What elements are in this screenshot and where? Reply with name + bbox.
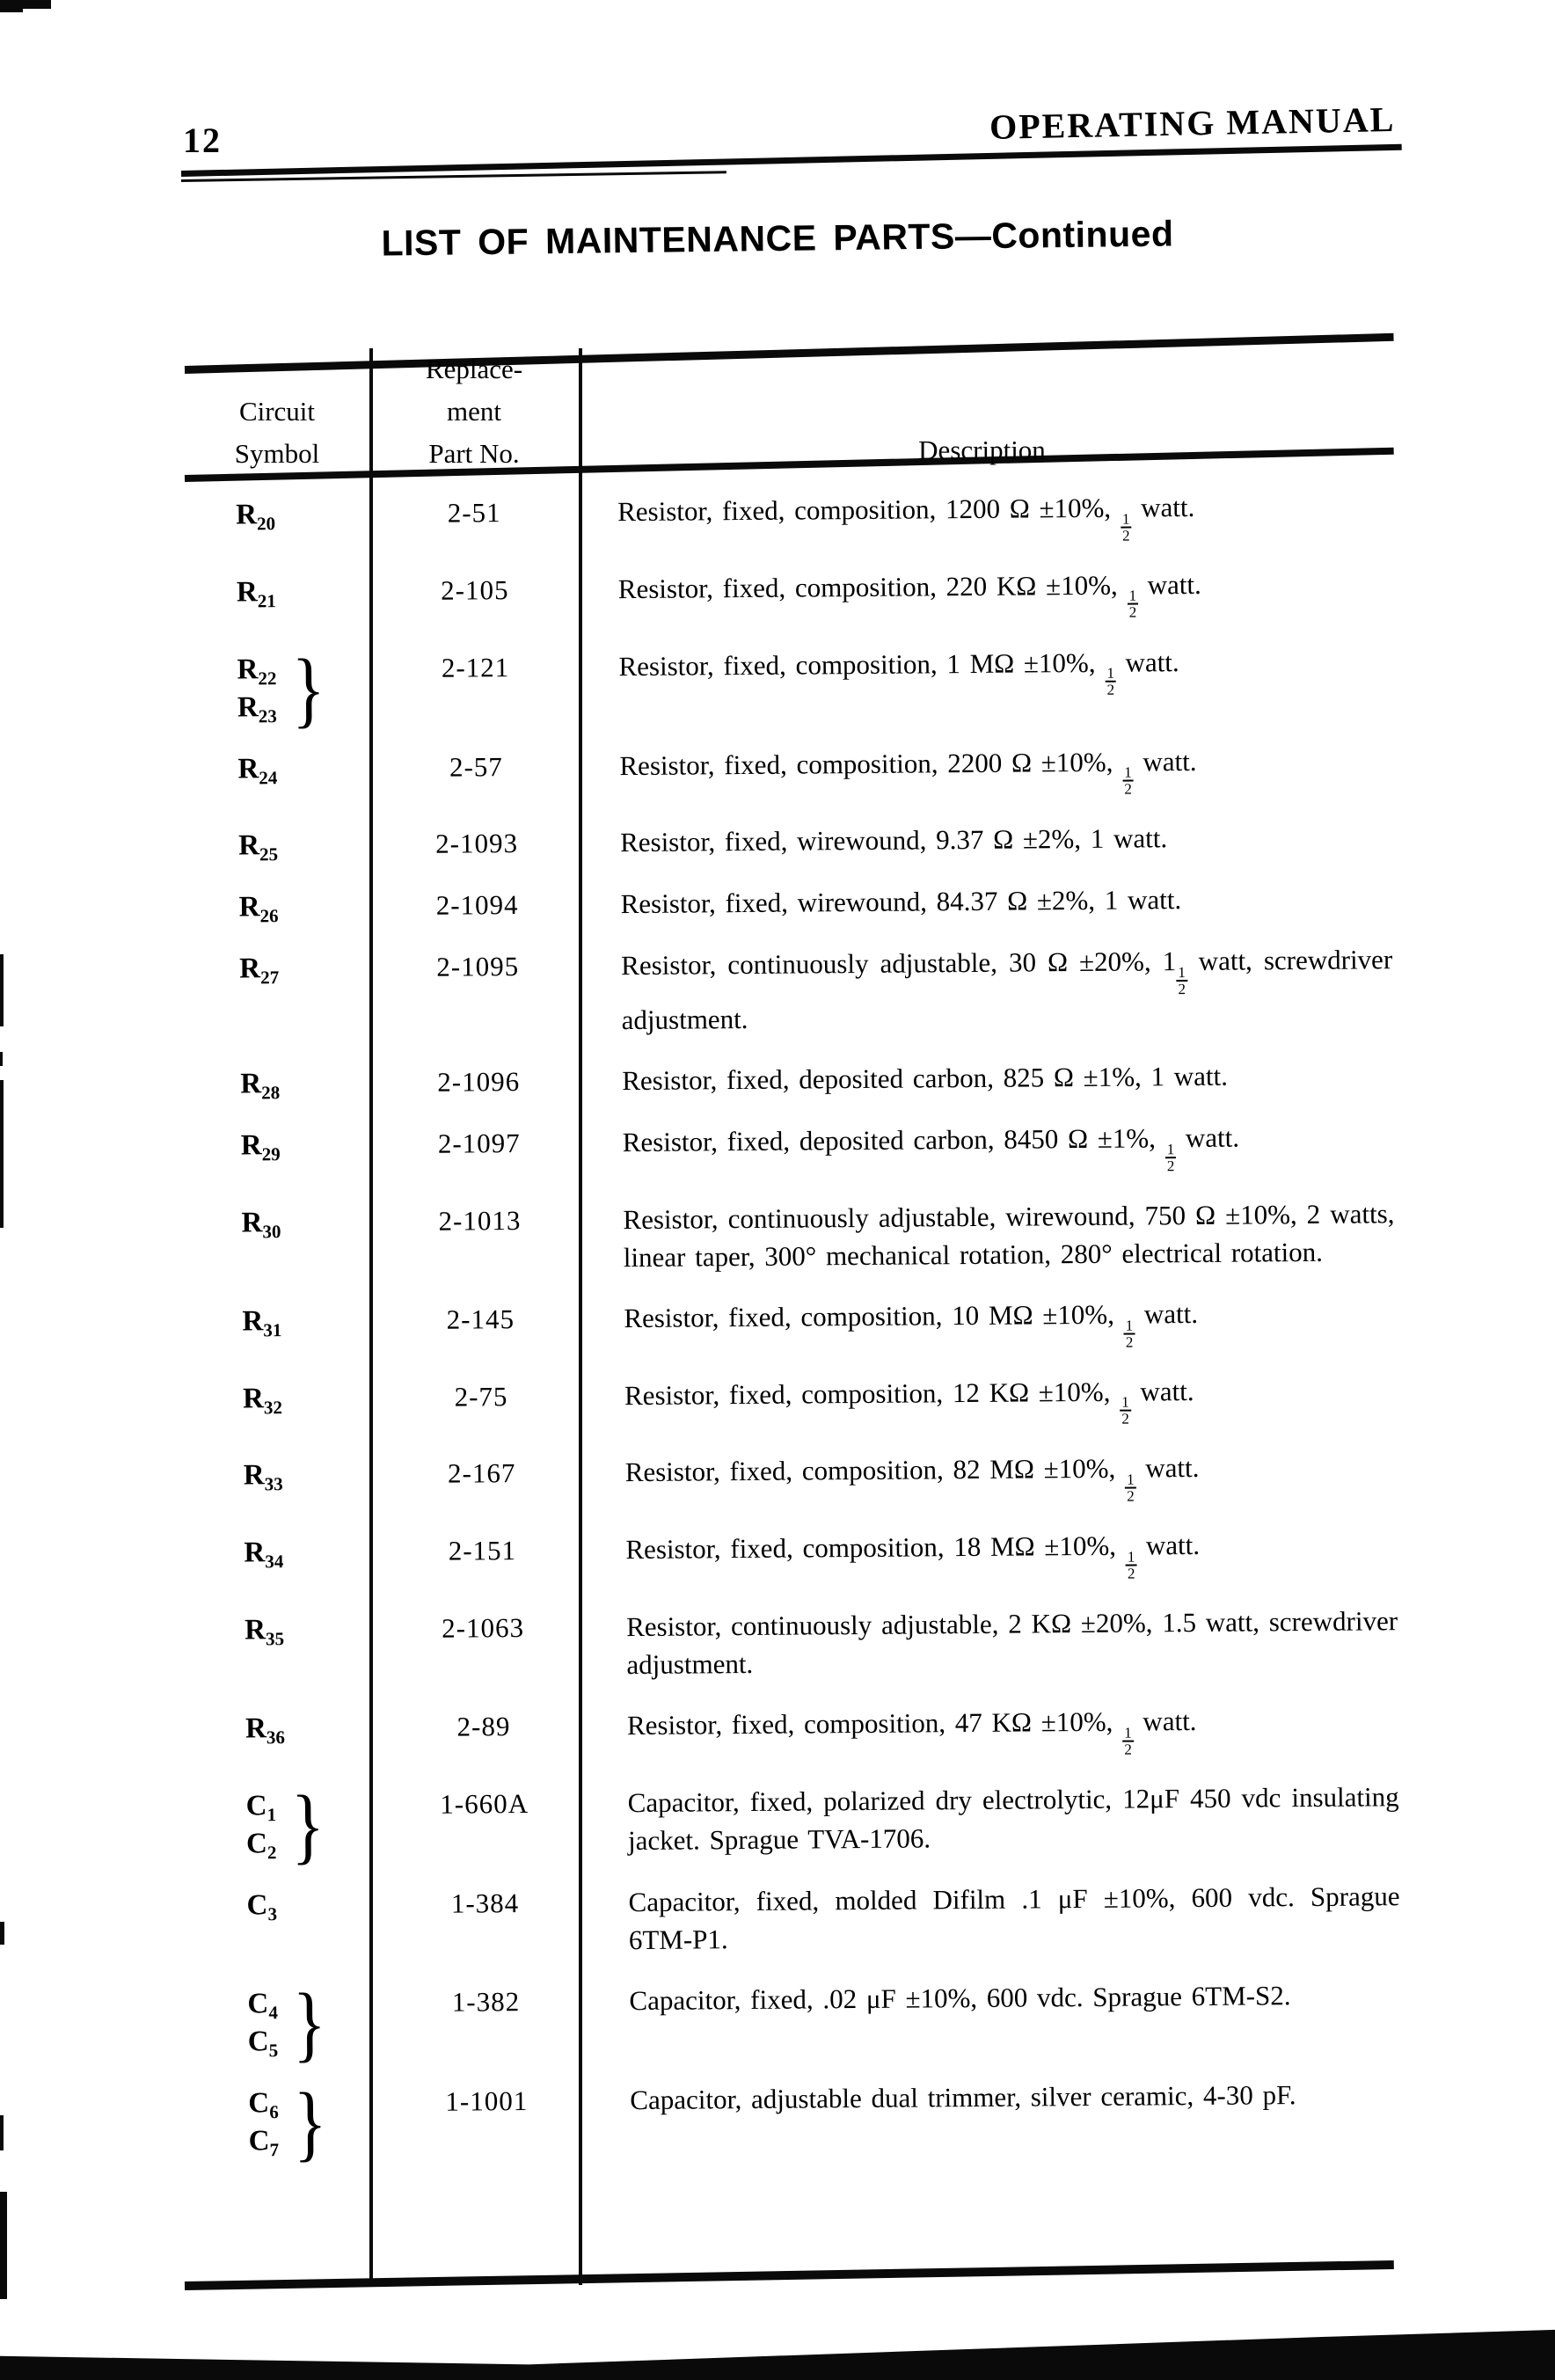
part-number: 2-105 <box>441 573 509 606</box>
circuit-symbol: $R_{20}$ <box>236 499 276 535</box>
table-row <box>192 1370 1401 1435</box>
part-number: 2-1013 <box>438 1204 522 1237</box>
table-row <box>195 1777 1405 1873</box>
column-header-line: Part No. <box>428 438 520 469</box>
part-number: 2-75 <box>454 1380 508 1413</box>
page-number: 12 <box>183 120 222 160</box>
circuit-symbol: $R_{32}$ <box>242 1382 283 1418</box>
circuit-symbol: $R_{36}$ <box>245 1712 286 1748</box>
circuit-symbol-cell <box>191 1301 376 1341</box>
circuit-symbol: $C_4$ <box>247 1987 278 2023</box>
circuit-symbol: $R_{35}$ <box>244 1614 285 1650</box>
circuit-symbol-cell <box>196 1975 382 2070</box>
description: Resistor, fixed, composition, 1200 Ω ±10%, $\frac{1}{2}$ watt. <box>617 491 1195 544</box>
description: Capacitor, fixed, molded Difilm .1 μF ±10%, 600 vdc. Sprague 6TM-P1. <box>628 1880 1400 1955</box>
table-row <box>186 564 1395 628</box>
column-header-line: Replace- <box>425 354 523 384</box>
circuit-symbol-cell <box>186 748 371 789</box>
fraction-one-half: $\frac{1}{2}$ <box>1125 1317 1134 1351</box>
circuit-symbol: $C_2$ <box>245 1827 277 1863</box>
description: Resistor, fixed, composition, 2200 Ω ±10%, $\frac{1}{2}$ watt. <box>619 745 1197 798</box>
table-row <box>193 1524 1402 1588</box>
table-row <box>191 1293 1400 1357</box>
table-row <box>193 1602 1404 1687</box>
description: Resistor, fixed, composition, 18 MΩ ±10%, $\frac{1}{2}$ watt. <box>625 1529 1201 1582</box>
fraction-one-half: $\frac{1}{2}$ <box>1124 1724 1132 1758</box>
column-header-line: Circuit <box>238 396 316 427</box>
fraction-one-half: $\frac{1}{2}$ <box>1106 664 1115 699</box>
part-number: 2-167 <box>447 1457 516 1490</box>
circuit-symbol: $R_{28}$ <box>240 1068 281 1104</box>
scan-artifact <box>0 2192 7 2299</box>
description: Resistor, fixed, deposited carbon, 8450 Ω ±1%, $\frac{1}{2}$ watt. <box>622 1121 1240 1175</box>
table-row <box>188 940 1398 1042</box>
scan-artifact <box>0 8 23 12</box>
table-rows <box>185 486 1407 2183</box>
description: Resistor, continuously adjustable, 30 Ω ±20%, 1 $\frac{1}{2}$ watt, screwdriver adjustment. <box>621 944 1393 1036</box>
circuit-symbol-cell <box>189 1063 374 1104</box>
table-row <box>189 1055 1398 1104</box>
table-row <box>185 486 1394 551</box>
table-row <box>190 1117 1399 1181</box>
circuit-symbol-cell <box>190 1125 375 1165</box>
circuit-symbol: $C_3$ <box>246 1888 278 1924</box>
description: Resistor, continuously adjustable, 2 KΩ ±20%, 1.5 watt, screwdriver adjustment. <box>625 1605 1398 1680</box>
fraction-one-half: $\frac{1}{2}$ <box>1124 763 1132 798</box>
circuit-symbol: $R_{23}$ <box>237 690 277 726</box>
column-header-line: ment <box>447 396 501 427</box>
part-number: 2-89 <box>456 1711 511 1742</box>
table-row <box>190 1194 1400 1280</box>
circuit-symbol: $R_{26}$ <box>238 891 279 927</box>
circuit-symbol: $R_{29}$ <box>240 1129 281 1165</box>
part-number: 2-1063 <box>442 1611 525 1644</box>
circuit-symbol: $R_{30}$ <box>241 1207 281 1243</box>
table-row <box>188 879 1398 927</box>
scan-artifact <box>0 1052 3 1066</box>
part-number: 2-1097 <box>437 1128 521 1159</box>
fraction-one-half: $\frac{1}{2}$ <box>1127 1471 1135 1505</box>
table-row <box>196 1975 1406 2070</box>
column-header-circuit-symbol <box>185 391 369 475</box>
description: Capacitor, fixed, polarized dry electrolytic, 12μF 450 vdc insulating jacket. Sprague TVA-1706. <box>627 1780 1399 1856</box>
circuit-symbol: $R_{33}$ <box>243 1459 283 1495</box>
circuit-symbol-cell <box>188 949 373 989</box>
circuit-symbol: $R_{21}$ <box>236 576 276 612</box>
description: Resistor, fixed, deposited carbon, 825 Ω ±1%, 1 watt. <box>622 1060 1229 1097</box>
description: Resistor, fixed, composition, 47 KΩ ±10%, $\frac{1}{2}$ watt. <box>626 1705 1197 1758</box>
part-number: 2-151 <box>448 1535 517 1566</box>
circuit-symbol-cell <box>190 1202 375 1243</box>
part-number: 2-1093 <box>435 828 519 860</box>
table-row <box>186 640 1396 736</box>
circuit-symbol-cell <box>197 2074 383 2170</box>
circuit-symbol: $R_{24}$ <box>237 752 278 788</box>
part-number: 1-1001 <box>445 2084 529 2117</box>
scan-artifact <box>0 1922 4 1945</box>
table-row <box>187 817 1397 865</box>
description: Capacitor, adjustable dual trimmer, silver ceramic, 4-30 pF. <box>630 2078 1296 2115</box>
circuit-symbol-cell <box>192 1378 376 1419</box>
column-header-replacement-part-no <box>369 348 579 475</box>
description: Resistor, fixed, composition, 220 KΩ ±10%, $\frac{1}{2}$ watt. <box>617 568 1201 622</box>
fraction-one-half: $\frac{1}{2}$ <box>1166 1140 1175 1175</box>
description: Resistor, fixed, composition, 12 KΩ ±10%, $\frac{1}{2}$ watt. <box>624 1375 1194 1427</box>
table-row <box>193 1448 1402 1512</box>
part-number: 1-382 <box>451 1985 521 2018</box>
parts-table <box>185 341 1400 2297</box>
circuit-symbol-cell <box>186 640 371 736</box>
description: Resistor, fixed, composition, 10 MΩ ±10%, $\frac{1}{2}$ watt. <box>624 1297 1199 1351</box>
circuit-symbol-cell <box>193 1610 378 1650</box>
part-number: 1-384 <box>450 1887 520 1919</box>
circuit-symbol-cell <box>194 1708 379 1748</box>
part-number: 2-1094 <box>435 889 519 922</box>
scan-artifact <box>0 2115 4 2150</box>
table-border-top <box>185 333 1394 374</box>
part-number: 1-660A <box>440 1787 529 1820</box>
circuit-symbol: $C_7$ <box>248 2124 280 2160</box>
table-row <box>194 1700 1404 1764</box>
table-row <box>197 2074 1407 2170</box>
circuit-symbol: $R_{25}$ <box>237 829 279 865</box>
description: Resistor, fixed, wirewound, 9.37 Ω ±2%, 1 watt. <box>619 822 1168 858</box>
circuit-symbol-cell <box>195 1885 380 1925</box>
circuit-symbol: $C_5$ <box>247 2025 279 2061</box>
part-number: 2-1096 <box>437 1066 521 1098</box>
part-number: 2-57 <box>449 750 503 783</box>
fraction-one-half: $\frac{1}{2}$ <box>1121 1393 1129 1427</box>
scan-artifact <box>0 1080 4 1228</box>
circuit-symbol-cell <box>193 1532 377 1573</box>
scan-artifact <box>0 2320 1555 2380</box>
table-row <box>186 741 1396 805</box>
header-rule <box>181 144 1402 177</box>
part-number: 2-121 <box>441 651 510 683</box>
description: Resistor, fixed, wirewound, 84.37 Ω ±2%, 1 watt. <box>620 884 1182 920</box>
circuit-symbol: $R_{27}$ <box>239 953 280 989</box>
description: Resistor, continuously adjustable, wirewound, 750 Ω ±10%, 2 watts, linear taper, 300° mechanical rotation, 280° electrical rotation. <box>623 1198 1395 1273</box>
circuit-symbol: $R_{34}$ <box>244 1537 284 1573</box>
column-header-line: Symbol <box>234 438 320 469</box>
fraction-one-half: $\frac{1}{2}$ <box>1178 964 1186 998</box>
part-number: 2-51 <box>447 497 501 529</box>
description: Resistor, fixed, composition, 82 MΩ ±10%, $\frac{1}{2}$ watt. <box>624 1452 1200 1505</box>
circuit-symbol: $R_{22}$ <box>237 653 277 689</box>
circuit-symbol-cell <box>195 1777 381 1873</box>
description: Capacitor, fixed, .02 μF ±10%, 600 vdc. Sprague 6TM-S2. <box>629 1979 1291 2016</box>
section-title: LIST OF MAINTENANCE PARTS—Continued <box>381 213 1174 264</box>
scan-artifact <box>0 954 4 1026</box>
circuit-symbol-cell <box>193 1456 377 1496</box>
column-header-description: Description <box>918 434 1046 465</box>
part-number: 2-1095 <box>436 951 520 983</box>
circuit-symbol: $C_1$ <box>245 1789 277 1825</box>
circuit-symbol-cell <box>186 572 370 612</box>
circuit-symbol-cell <box>188 887 373 928</box>
fraction-one-half: $\frac{1}{2}$ <box>1127 1548 1135 1582</box>
part-number: 2-145 <box>446 1303 515 1335</box>
table-border-bottom <box>185 2260 1394 2290</box>
running-head-title: OPERATING MANUAL <box>989 99 1396 147</box>
fraction-one-half: $\frac{1}{2}$ <box>1128 587 1137 622</box>
circuit-symbol-cell <box>187 826 372 866</box>
table-row <box>195 1877 1405 1962</box>
description: Resistor, fixed, composition, 1 MΩ ±10%, $\frac{1}{2}$ watt. <box>618 646 1179 699</box>
circuit-symbol: $R_{31}$ <box>242 1305 282 1341</box>
circuit-symbol: $C_6$ <box>248 2086 279 2122</box>
fraction-one-half: $\frac{1}{2}$ <box>1121 510 1130 544</box>
circuit-symbol-cell <box>185 494 369 535</box>
